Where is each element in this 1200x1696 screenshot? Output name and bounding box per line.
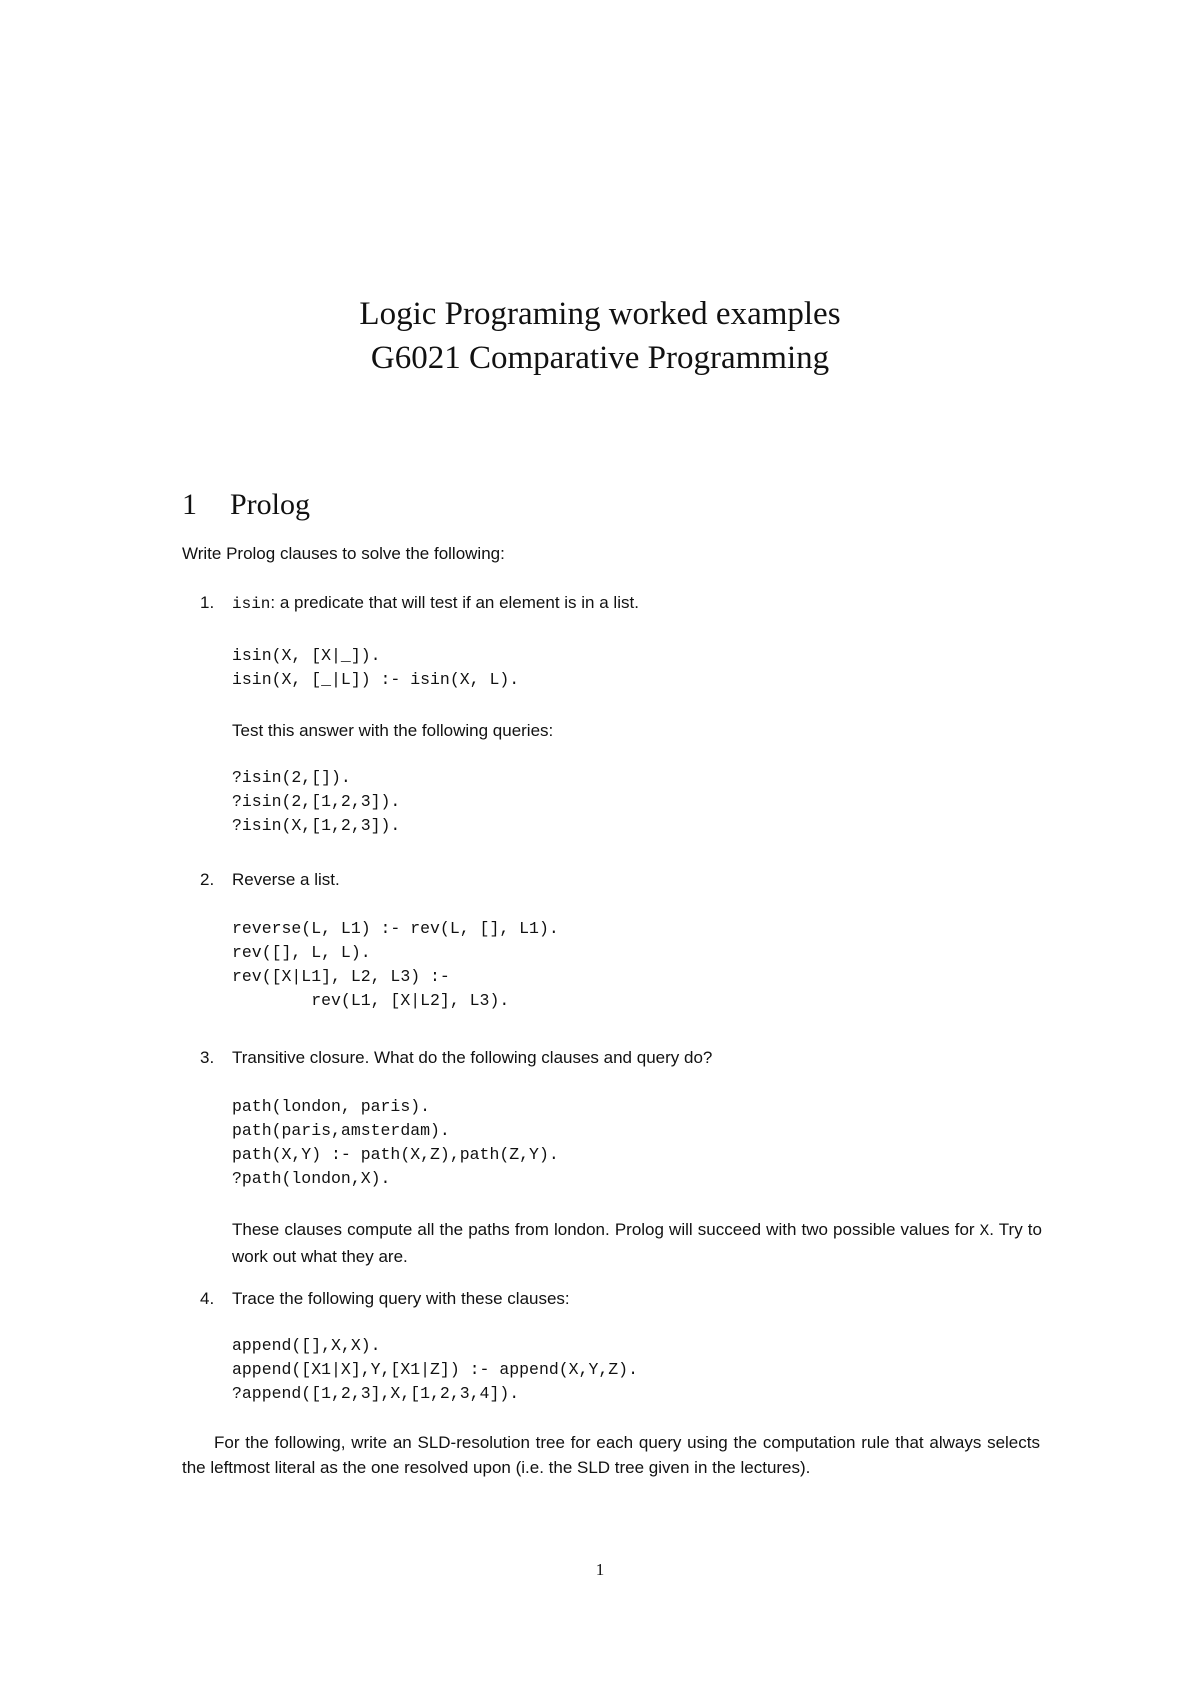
item-lead-text: Reverse a list. <box>232 870 340 889</box>
item-lead-text: Transitive closure. What do the following clauses and query do? <box>232 1048 713 1067</box>
code-block: ?isin(2,[]). ?isin(2,[1,2,3]). ?isin(X,[1,2,3]). <box>232 768 401 835</box>
code-block: path(london, paris). path(paris,amsterdam). path(X,Y) :- path(X,Z),path(Z,Y). ?path(london,X). <box>232 1097 559 1188</box>
section-heading <box>182 488 310 522</box>
intro-text: Write Prolog clauses to solve the following: <box>182 544 505 563</box>
page-number: 1 <box>595 1560 605 1579</box>
variable-name: X <box>979 1222 990 1240</box>
paragraph-text: These clauses compute all the paths from london. Prolog will succeed with two possible values for <box>232 1220 980 1239</box>
item-number: 4. <box>200 1289 215 1308</box>
code-block: append([],X,X). append([X1|X],Y,[X1|Z]) :- append(X,Y,Z). ?append([1,2,3],X,[1,2,3,4]). <box>232 1336 638 1403</box>
section-title: Prolog <box>230 488 311 521</box>
document-title <box>0 292 1200 380</box>
item-paragraph <box>232 1217 1042 1269</box>
item-lead-text: : a predicate that will test if an element is in a list. <box>270 593 639 612</box>
item-number: 3. <box>200 1048 215 1067</box>
item-lead <box>232 590 1052 617</box>
item-keyword: isin <box>232 595 271 613</box>
section-number: 1 <box>182 488 197 521</box>
title-line-2: G6021 Comparative Programming <box>370 340 830 376</box>
item-number: 2. <box>200 870 215 889</box>
closing-paragraph: For the following, write an SLD-resolution tree for each query using the computation rule that always selects the leftmost literal as the one resolved upon (i.e. the SLD tree given in the lectures). <box>182 1433 1040 1477</box>
title-line-1: Logic Programing worked examples <box>359 296 841 332</box>
code-block: reverse(L, L1) :- rev(L, [], L1). rev([], L, L). rev([X|L1], L2, L3) :- rev(L1, [X|L2], L3). <box>232 919 559 1010</box>
item-paragraph: Test this answer with the following queries: <box>232 721 554 740</box>
code-block: isin(X, [X|_]). isin(X, [_|L]) :- isin(X, L). <box>232 646 520 689</box>
item-number: 1. <box>200 593 215 612</box>
paragraph-text: . Try to work out what they are. <box>232 1220 1042 1266</box>
item-lead-text: Trace the following query with these clauses: <box>232 1289 570 1308</box>
